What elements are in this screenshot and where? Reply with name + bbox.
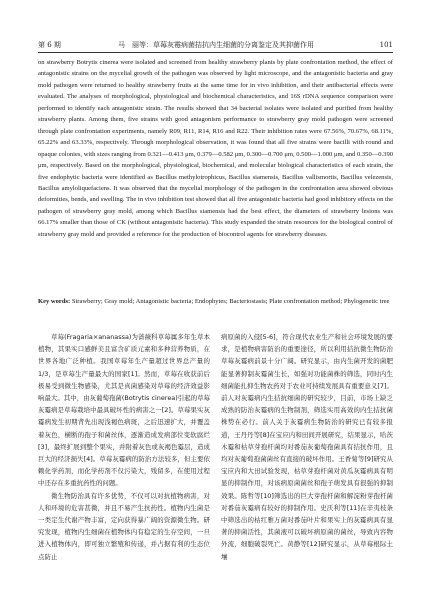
paragraph: 草莓(Fragaria×ananassa)为蔷薇科草莓属多年生草本植物，其果实口感鲜美且富含矿质元素和多种营养物质，在世界各地广泛种植。我国草莓年生产量超过世界总产量的1/3，是草莓生产量最大的国家[1]。然而，草莓在收获前后极易受到微生物感染，尤其是真菌感染对草莓的经济效益影响最大。其中，由灰葡萄孢菌(Botrytis cinerea)引起的草莓灰霉病是草莓栽培中最具破坏性的病害之一[2]。草莓果实灰霉病发生初期背先出现浅褐色病斑，之后迅速扩大，并覆盖着灰色，横断的孢子和菌丝体，逐渐造成发病部位变软腐烂[3]，最终扩展到整个果实，并附着灰色或灰褐色霉层，造成巨大的经济损失[4]。草莓灰霉病的防治方法较多，但主要依赖化学药剂，而化学药剂不仅污染大，残留多，在使用过程中还存在多重抗药性的问题。 bbox=[38, 333, 210, 488]
body-column-right bbox=[221, 331, 393, 563]
running-title: 马 丽等：草莓灰霉病菌拮抗内生细菌的分离鉴定及其抑菌作用 bbox=[118, 41, 314, 49]
paragraph: 病原菌的入侵[5-6]，符合现代农业生产和社会环境发展的要求，是植物病害防治的重要途径，所以利用拮抗微生物防治草莓灰霉病前景十分广阔。研究显示，由内生菌开发的菌肥能显著抑制灰霉菌生长，如强对功能菌株的筛选，同时内生细菌能扎抑生物农药对于农业可持续发展具有重要意义[7]。前人对灰霉病内生拮抗细菌的研究较少，目前，市场上缺乏成熟的防治灰霉病的生物制剂，筛选实用高效的内生拮抗菌株势在必行。前人关于灰霉病生物防治的研究已有较多报道，王丹丹等[8]在宝应内和田间开展研究，结果显示，哈茨木霉和枯草芽孢杆菌均对番茄灰葡萄孢菌具有拮抗作用，且均对灰葡萄孢菌菌丝有直接的破坏作用。王香菊等[9]研究从宝应内和大田试验发现，枯草芽孢杆菌对黄瓜灰霉病具有明显的抑制作用，对该病原菌菌丝和孢子萌发具有很强的抑制效果。陈哲等[10]筛选出的巨大芽孢杆菌和解淀粉芽孢杆菌对番茄灰霉病有较好的抑制作用。史沃利等[11]在辛夷枝条中筛选出的枯红雅万菌对番茄叶片和果实上的灰霉病具有显著的抑菌活性，其菌液可以破坏病原菌的菌丝，导致内容物外流，细胞破裂死亡。黄静等[12]研究显示，从草莓根际土壤 bbox=[221, 333, 393, 561]
keywords-text: Strawberry; Gray mold; Antagonistic bacteria; Endophytes; Bacteriostasis; Plate confrontation method; Phylogenetic tree bbox=[71, 298, 390, 305]
body-column-left bbox=[38, 331, 210, 563]
paragraph: 微生物防治具有许多优势，不仅可以对抗植物病害，对人和环境的危害甚微，并且不易产生抗药性。植物内生菌是一类定生代谢产物丰富，定向获得暴广阔的资源微生物。研究发现，植物内生细菌在植物体内有稳定的生存空间，一旦进入植物体内，即可独立繁殖和传递，并占据有利的生态位点防止 bbox=[38, 491, 210, 561]
english-abstract bbox=[38, 57, 393, 240]
issue-number: 第 6 期 bbox=[38, 41, 61, 49]
keywords-section bbox=[38, 296, 393, 307]
keywords-label: Key words: bbox=[38, 298, 71, 305]
page-number: 101 bbox=[379, 41, 393, 49]
header-divider bbox=[38, 52, 393, 53]
abstract-text: on strawberry Botrytis cinerea were isolated and screened from healthy strawberry plants by plate confrontation method, the effect of antagonistic strains on the mycelial growth of the pathogen was observed by light microscope, and the antagonistic bacteria and gray mold pathogen were returned to healthy strawberry fruits at the same time for in vivo inhibition, and their antibacterial effects were evaluated. The analyses of morphological, physiological and biochemical characteristics, and 16S rDNA sequence comparison were performed to identify each antagonistic strain. The results showed that 34 bacterial isolates were isolated and purified from healthy strawberry plants. Among them, five strains with good antagonism performance to strawberry gray mold pathogen were screened through plate confrontation experiments, namely R09, R11, R14, R16 and R22. Their inhibition rates were 67.56%, 70.67%, 68.11%, 65.22% and 63.33%, respectively. Through morphological observation, it was found that all five strains were bacilli with round and opaque colonies, with sizes ranging from 0.321—0.413 μm, 0.379—0.582 μm, 0.300—0.700 μm, 0.500—1.000 μm, and 0.350—0.390 μm, respectively. Based on the morphological, physiological, biochemical, and molecular biological characteristics of each strain, the five endophytic bacteria were identified as Bacillus methylotrophicus, Bacillus siamensis, Bacillus vallismortis, Bacillus velezensis, Bacillus amyloliquefaciens. It was observed that the mycelial morphology of the pathogen in the confrontation area showed obvious deformities, bends, and swelling. The in vivo inhibition test showed that all five antagonistic bacteria had good inhibitory effects on the pathogen of strawberry gray mold, among which Bacillus siamensis had the best effect, the diameters of strawberry lesions was 66.17% smaller than those of CK (without antagonistic bacteria). This study expanded the strain resources for the biological control of strawberry gray mold and provided a reference for the production of biocontrol agents for strawberry diseases. bbox=[38, 59, 393, 238]
running-header bbox=[38, 38, 393, 52]
